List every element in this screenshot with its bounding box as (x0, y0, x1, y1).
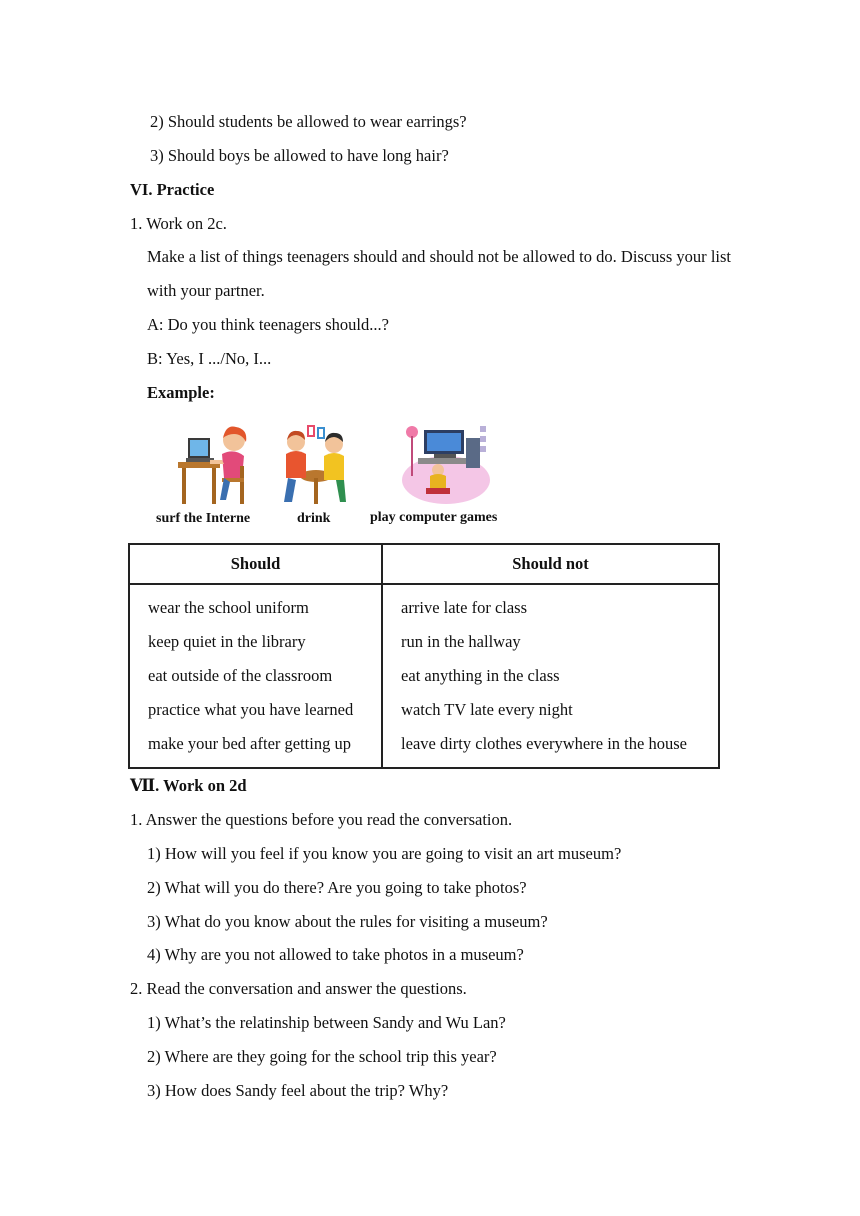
question-item: 4) Why are you not allowed to take photos in a museum? (147, 945, 524, 964)
question-item: 1) What’s the relatinship between Sandy and Wu Lan? (147, 1013, 506, 1032)
question-item: 2) What will you do there? Are you going to take photos? (147, 878, 527, 897)
header-should-not: Should not (382, 544, 719, 584)
caption-surf-internet: surf the Interne (156, 511, 251, 526)
rules-table (128, 543, 720, 769)
should-not-item: leave dirty clothes everywhere in the house (401, 734, 687, 753)
question-line (150, 146, 449, 166)
should-not-item: watch TV late every night (401, 700, 573, 719)
practice-instruction: Make a list of things teenagers should and should not be allowed to do. Discuss your list with your partner. (147, 247, 731, 300)
should-not-item: run in the hallway (401, 632, 521, 651)
table-header-row (129, 544, 719, 584)
section-heading-work-2d: Ⅶ. Work on 2d (130, 776, 247, 795)
should-column (129, 584, 382, 768)
should-item: make your bed after getting up (148, 734, 351, 753)
should-item: practice what you have learned (148, 700, 354, 719)
dialog-line-b: B: Yes, I .../No, I... (147, 349, 272, 368)
should-not-column (382, 584, 719, 768)
dialog-line-a: A: Do you think teenagers should...? (147, 315, 389, 334)
example-label: Example: (147, 383, 215, 402)
header-should: Should (129, 544, 382, 584)
should-not-item: arrive late for class (401, 598, 528, 617)
question-number: 2) (150, 112, 164, 131)
boys-toasting-illustration (280, 422, 352, 508)
question-item: 3) How does Sandy feel about the trip? Why? (147, 1081, 449, 1100)
caption-play-computer-games: play computer games (370, 510, 498, 525)
should-item: eat outside of the classroom (148, 666, 333, 685)
question-item: 2) Where are they going for the school trip this year? (147, 1047, 497, 1066)
question-number: 3) (150, 146, 164, 165)
should-item: wear the school uniform (148, 598, 309, 617)
question-line (150, 112, 467, 132)
question-group-title: 1. Answer the questions before you read the conversation. (130, 810, 513, 829)
girl-at-computer-illustration (170, 420, 260, 508)
question-item: 3) What do you know about the rules for visiting a museum? (147, 912, 548, 931)
practice-item-1: 1. Work on 2c. (130, 214, 227, 233)
gaming-desk-illustration (400, 418, 492, 506)
question-group-title: 2. Read the conversation and answer the questions. (130, 979, 467, 998)
table-row (129, 584, 719, 768)
should-not-item: eat anything in the class (401, 666, 560, 685)
question-text: Should students be allowed to wear earrings? (167, 112, 467, 131)
section-heading-practice: VI. Practice (130, 180, 215, 199)
should-item: keep quiet in the library (148, 632, 306, 651)
question-item: 1) How will you feel if you know you are going to visit an art museum? (147, 844, 622, 863)
question-text: Should boys be allowed to have long hair? (167, 146, 449, 165)
caption-drink: drink (297, 511, 331, 526)
